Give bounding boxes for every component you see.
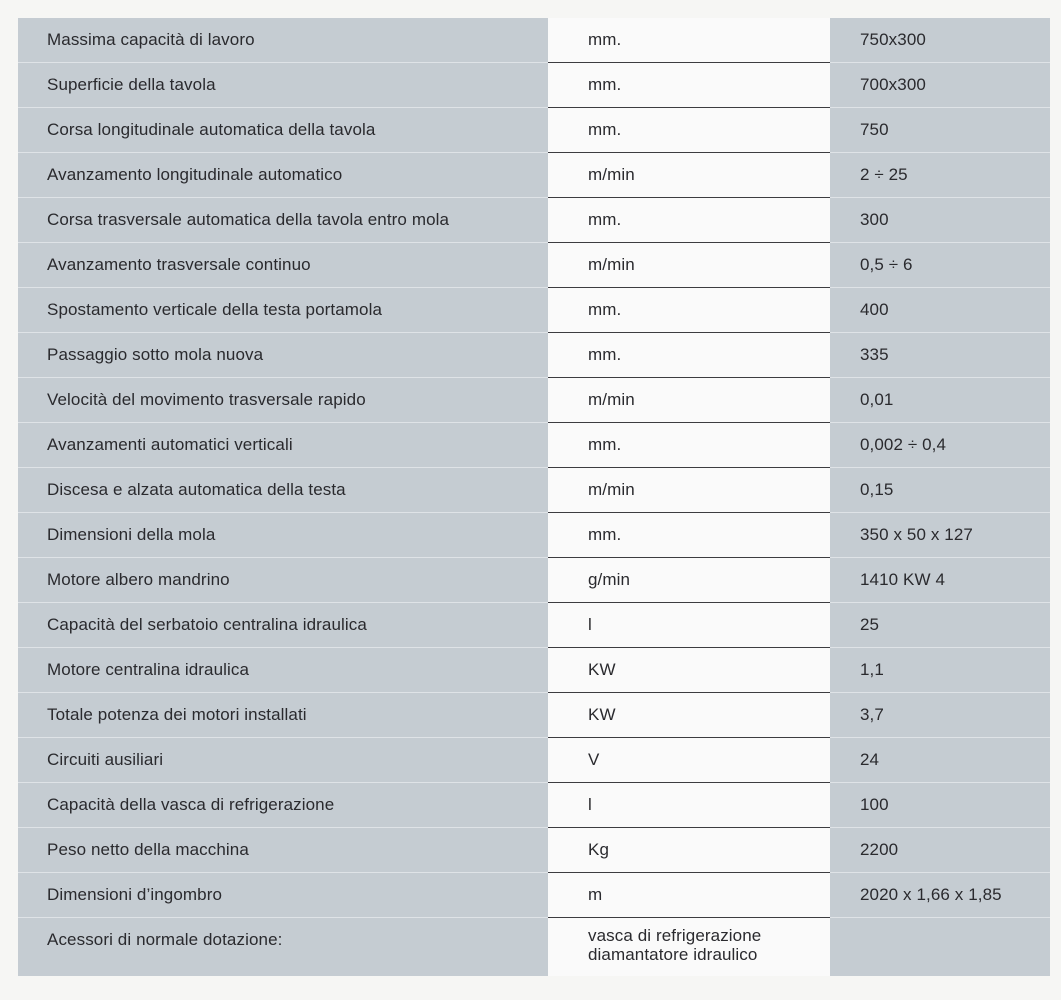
spec-row-accessories (18, 918, 1050, 976)
spec-row (18, 423, 1050, 468)
value-cell: 2020 x 1,66 x 1,85 (830, 873, 1050, 918)
unit-cell: mm. (548, 288, 830, 333)
unit-cell: mm. (548, 423, 830, 468)
value-cell: 700x300 (830, 63, 1050, 108)
value-cell: 0,01 (830, 378, 1050, 423)
parameter-cell: Corsa longitudinale automatica della tavola (18, 108, 548, 153)
parameter-cell: Dimensioni della mola (18, 513, 548, 558)
unit-cell: KW (548, 693, 830, 738)
spec-row (18, 693, 1050, 738)
spec-row (18, 18, 1050, 63)
spec-row (18, 63, 1050, 108)
spec-row (18, 153, 1050, 198)
unit-cell: m (548, 873, 830, 918)
value-cell: 100 (830, 783, 1050, 828)
value-cell: 0,5 ÷ 6 (830, 243, 1050, 288)
spec-row (18, 603, 1050, 648)
spec-row (18, 108, 1050, 153)
parameter-cell: Velocità del movimento trasversale rapido (18, 378, 548, 423)
unit-cell: m/min (548, 378, 830, 423)
unit-cell: V (548, 738, 830, 783)
parameter-cell: Capacità della vasca di refrigerazione (18, 783, 548, 828)
accessories-value (830, 918, 1050, 976)
parameter-cell: Circuiti ausiliari (18, 738, 548, 783)
unit-cell: mm. (548, 18, 830, 63)
unit-cell: m/min (548, 468, 830, 513)
accessories-items (548, 918, 830, 976)
unit-cell: m/min (548, 153, 830, 198)
parameter-cell: Motore centralina idraulica (18, 648, 548, 693)
parameter-cell: Passaggio sotto mola nuova (18, 333, 548, 378)
spec-row (18, 288, 1050, 333)
spec-row (18, 378, 1050, 423)
spec-row (18, 468, 1050, 513)
parameter-cell: Spostamento verticale della testa portamola (18, 288, 548, 333)
accessories-label: Acessori di normale dotazione: (18, 918, 548, 976)
unit-cell: mm. (548, 108, 830, 153)
parameter-cell: Peso netto della macchina (18, 828, 548, 873)
spec-row (18, 738, 1050, 783)
parameter-cell: Discesa e alzata automatica della testa (18, 468, 548, 513)
spec-row (18, 333, 1050, 378)
unit-cell: g/min (548, 558, 830, 603)
value-cell: 750x300 (830, 18, 1050, 63)
parameter-cell: Corsa trasversale automatica della tavola entro mola (18, 198, 548, 243)
spec-row (18, 243, 1050, 288)
value-cell: 24 (830, 738, 1050, 783)
spec-row (18, 648, 1050, 693)
accessory-item: diamantatore idraulico (588, 945, 758, 964)
value-cell: 3,7 (830, 693, 1050, 738)
parameter-cell: Avanzamento longitudinale automatico (18, 153, 548, 198)
spec-row (18, 873, 1050, 918)
value-cell: 1410 KW 4 (830, 558, 1050, 603)
value-cell: 335 (830, 333, 1050, 378)
parameter-cell: Massima capacità di lavoro (18, 18, 548, 63)
unit-cell: l (548, 783, 830, 828)
parameter-cell: Avanzamenti automatici verticali (18, 423, 548, 468)
value-cell: 350 x 50 x 127 (830, 513, 1050, 558)
unit-cell: KW (548, 648, 830, 693)
spec-row (18, 198, 1050, 243)
unit-cell: l (548, 603, 830, 648)
accessory-item: vasca di refrigerazione (588, 926, 762, 945)
value-cell: 2200 (830, 828, 1050, 873)
value-cell: 0,15 (830, 468, 1050, 513)
unit-cell: mm. (548, 198, 830, 243)
unit-cell: m/min (548, 243, 830, 288)
parameter-cell: Superficie della tavola (18, 63, 548, 108)
unit-cell: mm. (548, 63, 830, 108)
parameter-cell: Avanzamento trasversale continuo (18, 243, 548, 288)
parameter-cell: Capacità del serbatoio centralina idraulica (18, 603, 548, 648)
value-cell: 750 (830, 108, 1050, 153)
parameter-cell: Totale potenza dei motori installati (18, 693, 548, 738)
spec-row (18, 828, 1050, 873)
value-cell: 2 ÷ 25 (830, 153, 1050, 198)
parameter-cell: Motore albero mandrino (18, 558, 548, 603)
unit-cell: Kg (548, 828, 830, 873)
unit-cell: mm. (548, 513, 830, 558)
value-cell: 400 (830, 288, 1050, 333)
spec-row (18, 513, 1050, 558)
spec-rows (18, 18, 1050, 918)
unit-cell: mm. (548, 333, 830, 378)
spec-row (18, 783, 1050, 828)
value-cell: 300 (830, 198, 1050, 243)
parameter-cell: Dimensioni d’ingombro (18, 873, 548, 918)
spec-table (18, 18, 1050, 976)
value-cell: 0,002 ÷ 0,4 (830, 423, 1050, 468)
value-cell: 25 (830, 603, 1050, 648)
spec-row (18, 558, 1050, 603)
value-cell: 1,1 (830, 648, 1050, 693)
